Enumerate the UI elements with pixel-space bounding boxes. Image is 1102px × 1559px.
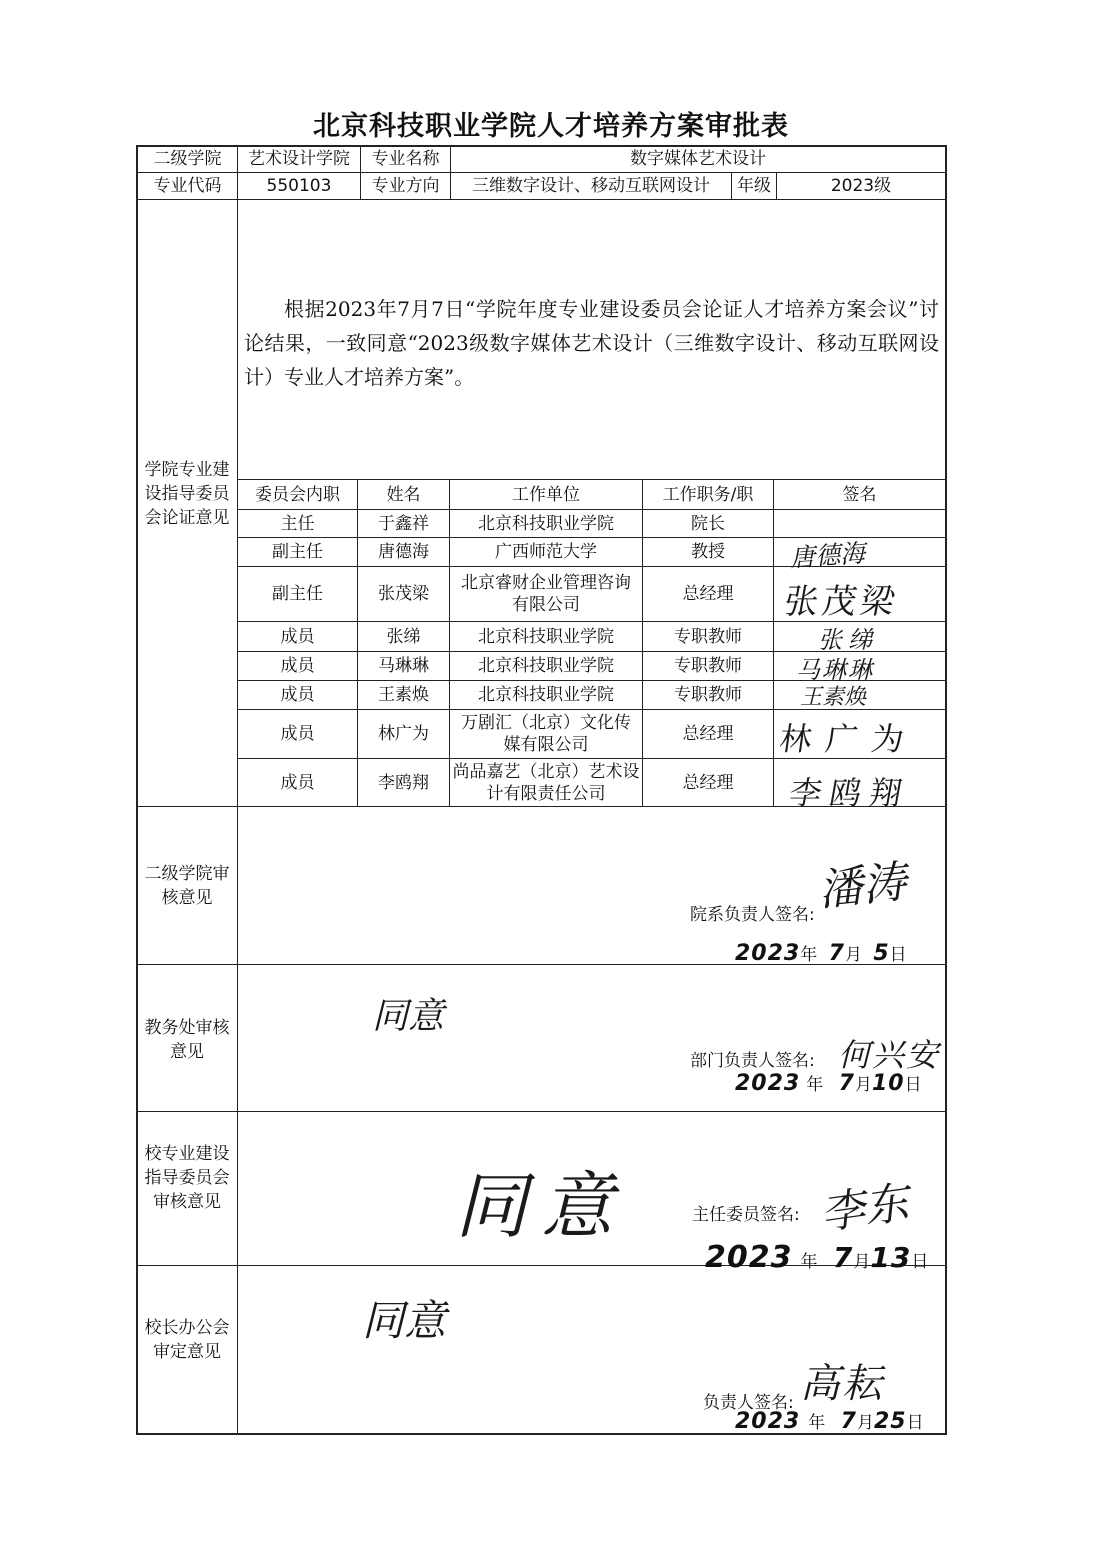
member-unit: 北京科技职业学院 — [478, 626, 614, 647]
direction-value: 三维数字设计、移动互联网设计 — [472, 176, 710, 196]
col-signature: 签名 — [842, 484, 877, 505]
review-date: 2023年 7月 5日 — [735, 941, 907, 966]
review-signature: 高耘 — [800, 1361, 884, 1407]
member-title: 总经理 — [682, 584, 734, 604]
major-label: 专业名称 — [371, 149, 440, 169]
member-name: 张绨 — [386, 626, 421, 647]
col-title: 工作职务/职 — [662, 484, 754, 505]
sign-label: 部门负责人签名: — [690, 1051, 815, 1071]
member-signature: 李鸥翔 — [786, 774, 914, 812]
grade-value: 2023级 — [830, 176, 892, 196]
review-signature: 李东 — [817, 1177, 912, 1240]
member-title: 院长 — [691, 513, 725, 534]
review-opinion: 同意 — [372, 996, 445, 1037]
member-role: 副主任 — [272, 584, 323, 604]
member-unit: 北京科技职业学院 — [478, 513, 614, 534]
member-unit: 北京科技职业学院 — [478, 685, 614, 705]
member-role: 成员 — [280, 724, 315, 744]
member-name: 唐德海 — [378, 542, 429, 562]
member-role: 成员 — [280, 772, 315, 793]
member-signature: 唐德海 — [789, 538, 867, 573]
member-name: 李鸥翔 — [378, 772, 429, 793]
member-role: 成员 — [280, 685, 315, 705]
review-label: 校长办公会审定意见 — [144, 1318, 230, 1362]
member-role: 成员 — [280, 626, 315, 647]
col-unit: 工作单位 — [512, 484, 580, 505]
member-signature: 林广为 — [777, 720, 921, 758]
member-name: 马琳琳 — [378, 656, 429, 676]
code-value: 550103 — [266, 176, 332, 196]
member-role: 副主任 — [272, 542, 323, 562]
col-name: 姓名 — [386, 484, 421, 505]
review-label: 教务处审核意见 — [144, 1018, 230, 1062]
college-label: 二级学院 — [153, 149, 222, 169]
member-signature: 张绨 — [818, 626, 878, 654]
member-title: 专职教师 — [674, 626, 742, 647]
member-unit: 万剧汇（北京）文化传媒有限公司 — [461, 713, 631, 755]
review-date: 2023 年 7月25日 — [735, 1409, 924, 1434]
member-unit: 广西师范大学 — [495, 542, 597, 562]
review-label: 二级学院审核意见 — [144, 864, 230, 908]
member-unit: 北京睿财企业管理咨询有限公司 — [461, 573, 631, 615]
member-signature: 马琳琳 — [796, 656, 874, 684]
member-name: 林广为 — [378, 724, 429, 744]
member-title: 总经理 — [682, 772, 734, 793]
sign-label: 院系负责人签名: — [690, 905, 815, 925]
review-opinion: 同意 — [455, 1164, 628, 1248]
grade-label: 年级 — [737, 176, 771, 196]
col-role: 委员会内职 — [255, 484, 340, 505]
member-name: 于鑫祥 — [378, 513, 429, 534]
member-name: 张茂梁 — [378, 584, 429, 604]
member-title: 总经理 — [682, 724, 734, 744]
review-date: 2023 年 7月10日 — [735, 1071, 922, 1096]
page-title: 北京科技职业学院人才培养方案审批表 — [313, 111, 789, 142]
committee-opinion: 根据2023年7月7日“学院年度专业建设委员会论证人才培养方案会议”讨论结果，一致同意“2023级数字媒体艺术设计（三维数字设计、移动互联网设计）专业人才培养方案”。 — [244, 297, 939, 389]
member-signature: 张茂梁 — [780, 582, 902, 622]
member-title: 教授 — [691, 542, 725, 562]
sign-label: 主任委员签名: — [692, 1205, 800, 1225]
member-unit: 尚品嘉艺（北京）艺术设计有限责任公司 — [452, 761, 640, 804]
member-title: 专职教师 — [674, 656, 742, 676]
member-title: 专职教师 — [674, 685, 742, 705]
direction-label: 专业方向 — [371, 176, 440, 196]
member-signature: 王素焕 — [800, 685, 867, 710]
major-value: 数字媒体艺术设计 — [630, 149, 766, 169]
review-date: 2023 年 7月13日 — [705, 1240, 929, 1275]
review-signature: 何兴安 — [838, 1036, 941, 1074]
member-role: 成员 — [280, 656, 315, 676]
college-value: 艺术设计学院 — [248, 149, 350, 169]
member-unit: 北京科技职业学院 — [478, 656, 614, 676]
code-label: 专业代码 — [153, 176, 222, 196]
member-role: 主任 — [280, 513, 315, 534]
review-signature: 潘涛 — [816, 856, 909, 917]
sign-label: 负责人签名: — [703, 1393, 794, 1413]
review-label: 校专业建设指导委员会审核意见 — [144, 1144, 230, 1212]
review-opinion: 同意 — [362, 1296, 447, 1345]
member-name: 王素焕 — [378, 685, 429, 705]
committee-section-label: 学院专业建设指导委员会论证意见 — [144, 460, 230, 528]
